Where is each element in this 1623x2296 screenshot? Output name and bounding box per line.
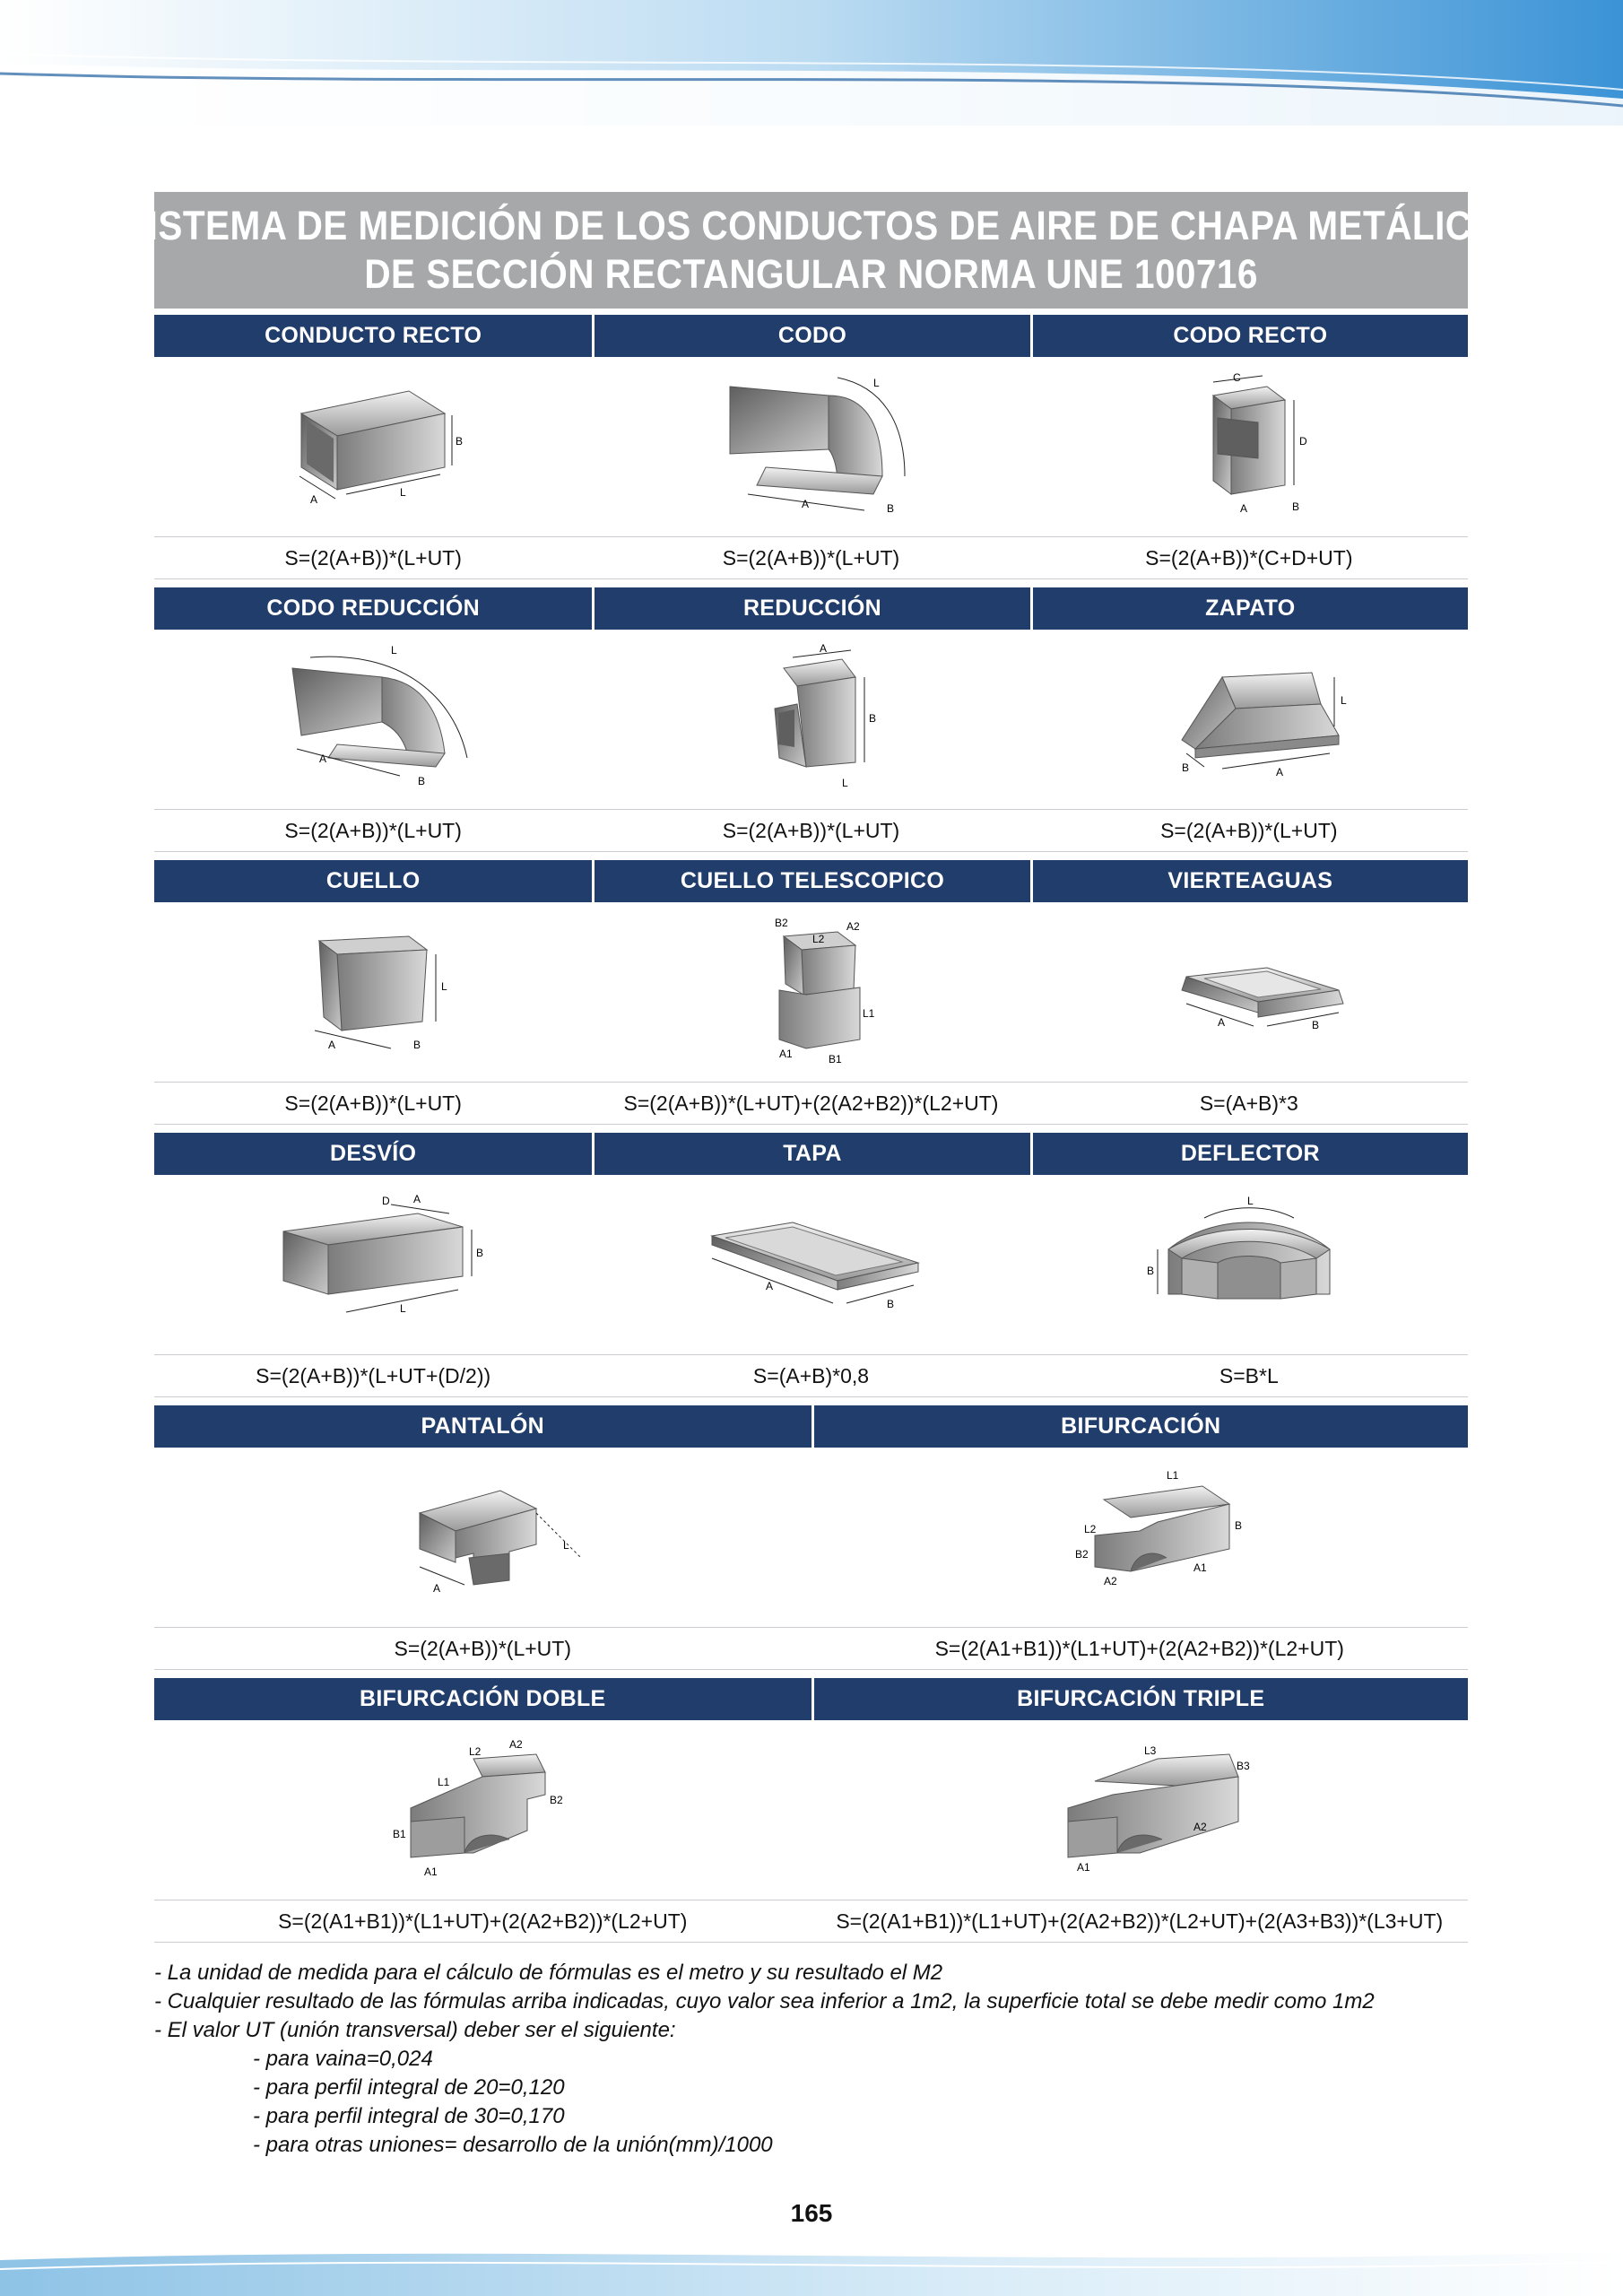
- fitting-formula: S=(A+B)*0,8: [592, 1354, 1029, 1397]
- fitting-header: CUELLO TELESCOPICO: [592, 860, 1029, 902]
- svg-text:L: L: [391, 644, 397, 657]
- svg-text:A2: A2: [509, 1738, 523, 1751]
- fitting-cuello-telescopico: [592, 860, 1029, 1133]
- fitting-bifurcacion: [812, 1405, 1469, 1678]
- bifurcation-icon: [1023, 1459, 1256, 1612]
- note-item: - El valor UT (unión transversal) deber ser el siguiente:: [154, 2018, 676, 2042]
- fittings-row-2: [154, 587, 1468, 860]
- svg-text:B: B: [1181, 761, 1189, 774]
- deflector-icon: [1133, 1187, 1366, 1339]
- fitting-formula: S=(2(A+B))*(L+UT): [592, 809, 1029, 852]
- svg-text:A: A: [413, 1193, 421, 1205]
- fitting-header: CUELLO: [154, 860, 592, 902]
- fitting-header: DESVÍO: [154, 1133, 592, 1175]
- svg-text:A: A: [319, 752, 327, 765]
- fitting-formula: S=(A+B)*3: [1030, 1082, 1468, 1125]
- svg-text:L: L: [400, 486, 406, 499]
- fitting-formula: S=(2(A+B))*(L+UT)+(2(A2+B2))*(L2+UT): [592, 1082, 1029, 1125]
- fitting-formula: S=(2(A+B))*(L+UT): [154, 1627, 812, 1670]
- note-item: - La unidad de medida para el cálculo de fórmulas es el metro y su resultado el M2: [154, 1961, 943, 1985]
- fitting-deflector: [1030, 1133, 1468, 1405]
- svg-text:L: L: [1340, 694, 1347, 707]
- fittings-row-1: [154, 315, 1468, 587]
- svg-text:B: B: [456, 435, 464, 448]
- svg-text:L: L: [441, 980, 447, 993]
- fitting-header: ZAPATO: [1030, 587, 1468, 630]
- svg-text:B: B: [418, 775, 426, 787]
- trouser-icon: [366, 1459, 599, 1612]
- fitting-formula: S=(2(A+B))*(L+UT): [592, 536, 1029, 579]
- svg-text:C: C: [1232, 371, 1241, 384]
- svg-text:B2: B2: [1074, 1548, 1089, 1561]
- fittings-row-5: [154, 1405, 1468, 1678]
- fitting-header: CODO RECTO: [1030, 315, 1468, 357]
- svg-text:A: A: [310, 493, 318, 506]
- fittings-grid: [154, 315, 1468, 1951]
- svg-text:B2: B2: [775, 917, 789, 929]
- fitting-zapato: [1030, 587, 1468, 860]
- cap-icon: [694, 1187, 927, 1339]
- fitting-pantalon: [154, 1405, 812, 1678]
- flashing-icon: [1133, 914, 1366, 1066]
- fitting-header: BIFURCACIÓN DOBLE: [154, 1678, 812, 1720]
- note-item: - Cualquier resultado de las fórmulas arriba indicadas, cuyo valor sea inferior a 1m2, la superficie total se debe medir como 1m2: [154, 1989, 1375, 2013]
- svg-text:A: A: [1239, 502, 1247, 515]
- elbow-icon: [694, 369, 927, 521]
- ut-value-item: - para perfil integral de 30=0,170: [253, 2104, 565, 2128]
- svg-text:A1: A1: [1076, 1861, 1090, 1874]
- fitting-formula: S=(2(A+B))*(C+D+UT): [1030, 536, 1468, 579]
- svg-text:A1: A1: [1193, 1561, 1207, 1574]
- title-line-1: SISTEMA DE MEDICIÓN DE LOS CONDUCTOS DE AIRE DE CHAPA METÁLICA: [123, 203, 1499, 248]
- fitting-formula: S=(2(A+B))*(L+UT): [154, 1082, 592, 1125]
- offset-icon: [256, 1187, 490, 1339]
- svg-text:L2: L2: [1083, 1523, 1097, 1535]
- triple-bifurcation-icon: [1023, 1732, 1256, 1884]
- svg-text:A: A: [433, 1582, 441, 1595]
- svg-text:L2: L2: [812, 933, 825, 945]
- fitting-formula: S=(2(A+B))*(L+UT+(D/2)): [154, 1354, 592, 1397]
- svg-text:B: B: [1291, 500, 1299, 513]
- ut-value-item: - para vaina=0,024: [253, 2047, 433, 2071]
- fitting-codo: [592, 315, 1029, 587]
- svg-text:D: D: [1298, 435, 1307, 448]
- ut-value-item: - para perfil integral de 20=0,120: [253, 2075, 565, 2100]
- svg-text:A: A: [328, 1039, 336, 1051]
- fitting-header: TAPA: [592, 1133, 1029, 1175]
- bottom-wave-band: [0, 2233, 1623, 2296]
- collar-icon: [256, 914, 490, 1066]
- title-line-2: DE SECCIÓN RECTANGULAR NORMA UNE 100716: [364, 251, 1258, 297]
- fitting-desvio: [154, 1133, 592, 1405]
- fitting-header: REDUCCIÓN: [592, 587, 1029, 630]
- fitting-header: BIFURCACIÓN: [812, 1405, 1469, 1448]
- svg-text:D: D: [382, 1195, 390, 1207]
- svg-text:B: B: [869, 712, 877, 725]
- svg-text:A1: A1: [424, 1866, 438, 1878]
- svg-text:A2: A2: [846, 920, 861, 933]
- fitting-bifurcacion-doble: [154, 1678, 812, 1951]
- fitting-codo-reduccion: [154, 587, 592, 860]
- svg-text:L: L: [842, 777, 849, 789]
- svg-text:A2: A2: [1103, 1575, 1117, 1587]
- svg-text:A2: A2: [1193, 1821, 1207, 1833]
- telescopic-collar-icon: [694, 914, 927, 1066]
- fittings-row-3: [154, 860, 1468, 1133]
- svg-text:A: A: [1217, 1016, 1225, 1029]
- svg-text:B1: B1: [393, 1828, 406, 1840]
- svg-text:B2: B2: [550, 1794, 563, 1806]
- svg-text:L: L: [1246, 1195, 1254, 1207]
- svg-text:L1: L1: [1166, 1469, 1179, 1482]
- fitting-header: DEFLECTOR: [1030, 1133, 1468, 1175]
- svg-text:A: A: [766, 1280, 774, 1292]
- svg-text:B3: B3: [1236, 1760, 1250, 1772]
- fitting-header: CONDUCTO RECTO: [154, 315, 592, 357]
- fittings-row-6: [154, 1678, 1468, 1951]
- fitting-formula: S=B*L: [1030, 1354, 1468, 1397]
- svg-text:B: B: [1311, 1019, 1319, 1031]
- fitting-cuello: [154, 860, 592, 1133]
- svg-text:A: A: [820, 642, 828, 655]
- double-bifurcation-icon: [366, 1732, 599, 1884]
- svg-text:L: L: [873, 377, 881, 389]
- svg-text:L: L: [563, 1539, 569, 1552]
- fittings-row-4: [154, 1133, 1468, 1405]
- svg-text:L3: L3: [1143, 1744, 1157, 1757]
- svg-text:A1: A1: [779, 1048, 794, 1060]
- svg-text:B: B: [476, 1247, 484, 1259]
- svg-text:B: B: [413, 1039, 421, 1051]
- fitting-tapa: [592, 1133, 1029, 1405]
- svg-text:B: B: [887, 502, 895, 515]
- fitting-vierteaguas: [1030, 860, 1468, 1133]
- page-title: [123, 192, 1499, 309]
- fitting-header: BIFURCACIÓN TRIPLE: [812, 1678, 1469, 1720]
- fitting-codo-recto: [1030, 315, 1468, 587]
- fitting-reduccion: [592, 587, 1029, 860]
- reducing-elbow-icon: [256, 641, 490, 794]
- svg-text:B: B: [887, 1298, 895, 1310]
- svg-text:B: B: [1234, 1519, 1242, 1532]
- square-elbow-icon: [1133, 369, 1366, 521]
- fitting-formula: S=(2(A+B))*(L+UT): [154, 536, 592, 579]
- fitting-conducto-recto: [154, 315, 592, 587]
- svg-text:L1: L1: [863, 1007, 875, 1020]
- fitting-formula: S=(2(A+B))*(L+UT): [1030, 809, 1468, 852]
- svg-text:L1: L1: [438, 1776, 450, 1788]
- fitting-header: PANTALÓN: [154, 1405, 812, 1448]
- reducer-icon: [694, 641, 927, 794]
- svg-text:B1: B1: [829, 1053, 843, 1065]
- straight-duct-icon: [256, 369, 490, 521]
- svg-text:A: A: [1275, 766, 1283, 778]
- shoe-icon: [1133, 641, 1366, 794]
- svg-text:A: A: [802, 498, 810, 510]
- page-number: 165: [790, 2199, 833, 2227]
- fitting-formula: S=(2(A1+B1))*(L1+UT)+(2(A2+B2))*(L2+UT)+(2(A3+B3))*(L3+UT): [812, 1900, 1469, 1943]
- svg-text:B: B: [1146, 1265, 1154, 1277]
- notes: [154, 1959, 1468, 2160]
- fitting-header: VIERTEAGUAS: [1030, 860, 1468, 902]
- fitting-bifurcacion-triple: [812, 1678, 1469, 1951]
- fitting-header: CODO REDUCCIÓN: [154, 587, 592, 630]
- fitting-formula: S=(2(A1+B1))*(L1+UT)+(2(A2+B2))*(L2+UT): [154, 1900, 812, 1943]
- fitting-formula: S=(2(A+B))*(L+UT): [154, 809, 592, 852]
- svg-text:L2: L2: [469, 1745, 482, 1758]
- top-wave-band: [0, 0, 1623, 126]
- svg-text:L: L: [400, 1302, 406, 1315]
- fitting-formula: S=(2(A1+B1))*(L1+UT)+(2(A2+B2))*(L2+UT): [812, 1627, 1469, 1670]
- fitting-header: CODO: [592, 315, 1029, 357]
- ut-value-item: - para otras uniones= desarrollo de la unión(mm)/1000: [253, 2133, 773, 2157]
